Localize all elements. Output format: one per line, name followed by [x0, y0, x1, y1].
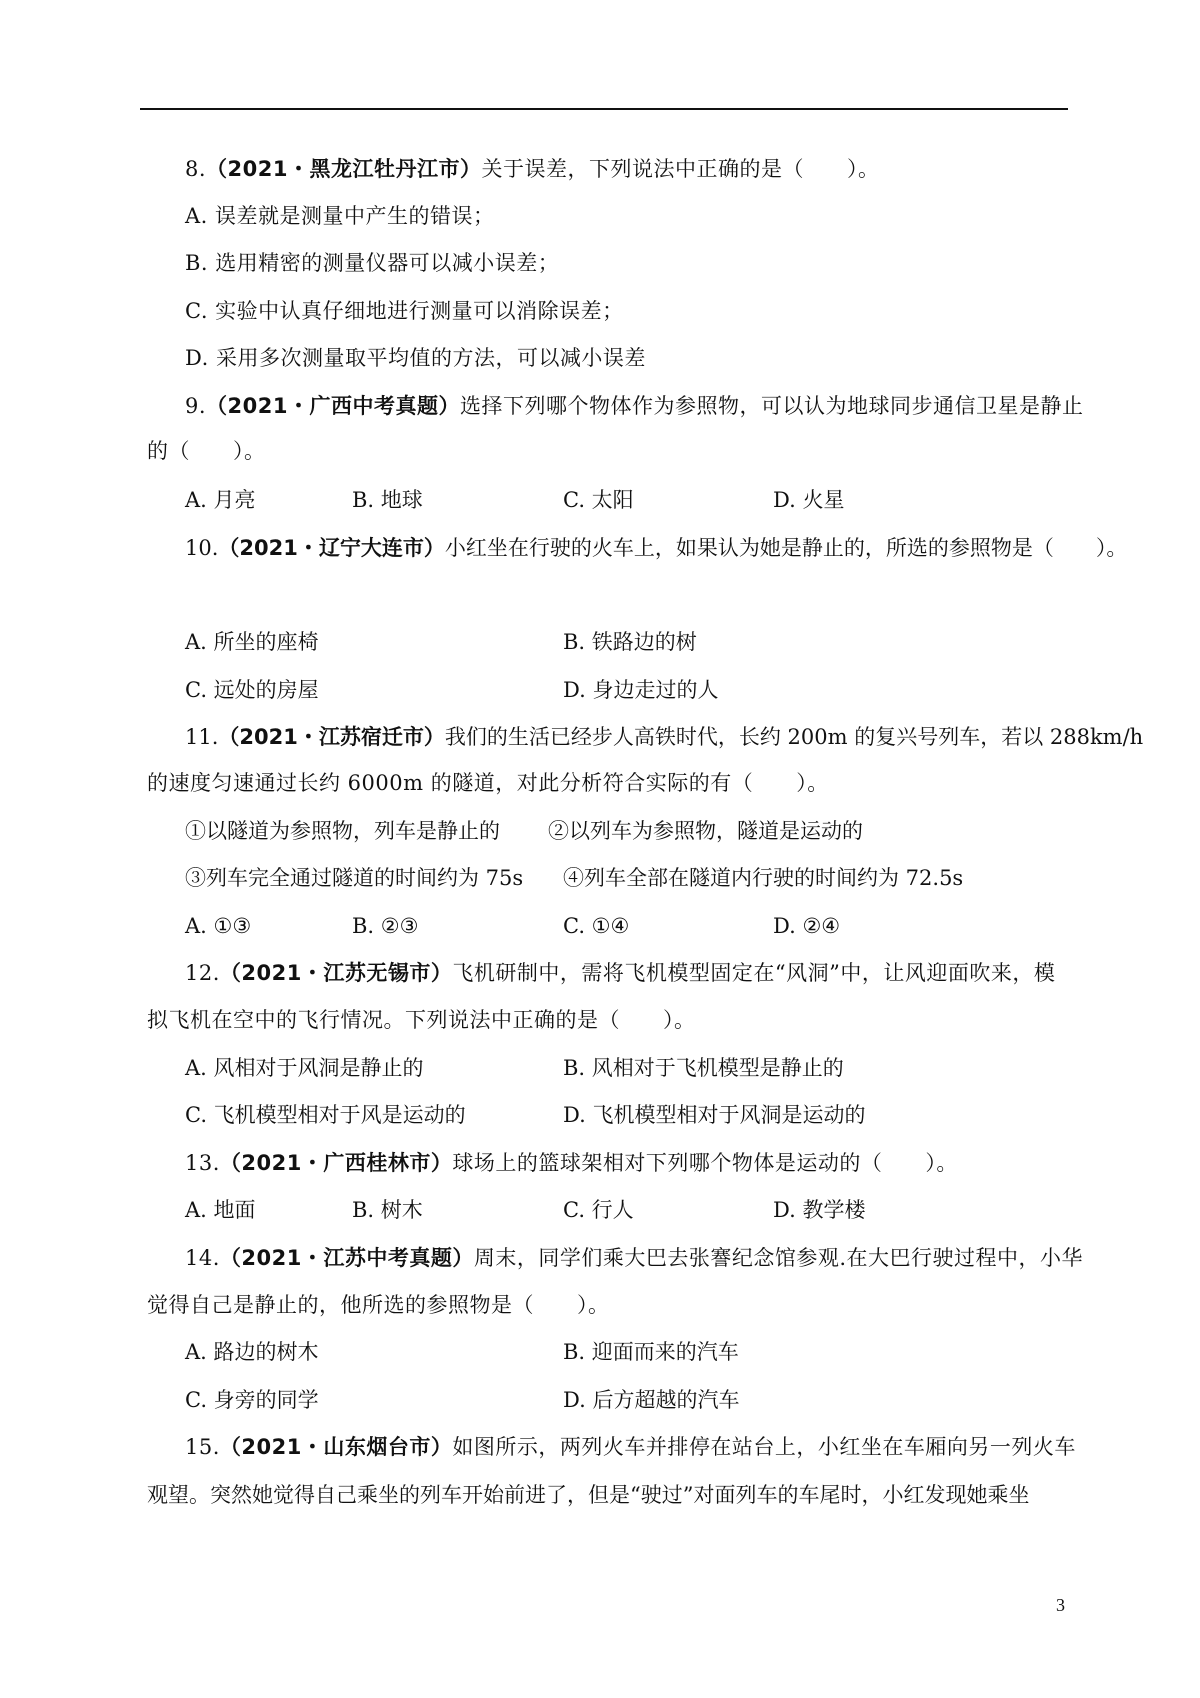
option-11a: A. ①③	[185, 914, 252, 938]
question-8-stem: 8.（2021・黑龙江牡丹江市）关于误差，下列说法中正确的是（ ）。	[185, 157, 880, 181]
question-14-stem: 14.（2021・江苏中考真题）周末，同学们乘大巴去张謇纪念馆参观.在大巴行驶过程中，小华	[185, 1246, 1084, 1270]
option-11c: C. ①④	[563, 914, 630, 938]
question-14-stem-cont: 觉得自己是静止的，他所选的参照物是（ ）。	[147, 1293, 610, 1317]
statement-11-4: ④列车全部在隧道内行驶的时间约为 72.5s	[563, 866, 964, 890]
question-11-stem-cont: 的速度匀速通过长约 6000m 的隧道，对此分析符合实际的有（ ）。	[147, 771, 829, 795]
option-9d: D. 火星	[773, 488, 845, 512]
question-15-stem-cont: 观望。突然她觉得自己乘坐的列车开始前进了，但是“驶过”对面列车的车尾时，小红发现她乘坐	[147, 1483, 1030, 1507]
option-11b: B. ②③	[352, 914, 419, 938]
option-14d: D. 后方超越的汽车	[563, 1388, 740, 1412]
option-9a: A. 月亮	[185, 488, 256, 512]
question-15-stem: 15.（2021・山东烟台市）如图所示，两列火车并排停在站台上，小红坐在车厢向另一列火车	[185, 1435, 1076, 1459]
option-10b: B. 铁路边的树	[563, 630, 697, 654]
option-14c: C. 身旁的同学	[185, 1388, 319, 1412]
statement-11-3: ③列车完全通过隧道的时间约为 75s	[185, 866, 524, 890]
option-9b: B. 地球	[352, 488, 423, 512]
option-13b: B. 树木	[352, 1198, 423, 1222]
option-10c: C. 远处的房屋	[185, 678, 319, 702]
option-12b: B. 风相对于飞机模型是静止的	[563, 1056, 844, 1080]
question-13-stem: 13.（2021・广西桂林市）球场上的篮球架相对下列哪个物体是运动的（ ）。	[185, 1151, 958, 1175]
option-12d: D. 飞机模型相对于风洞是运动的	[563, 1103, 866, 1127]
option-8b: B. 选用精密的测量仪器可以减小误差；	[185, 251, 560, 275]
statement-11-2: ②以列车为参照物，隧道是运动的	[548, 819, 863, 843]
option-14a: A. 路边的树木	[185, 1340, 319, 1364]
option-14b: B. 迎面而来的汽车	[563, 1340, 739, 1364]
option-11d: D. ②④	[773, 914, 841, 938]
option-10d: D. 身边走过的人	[563, 678, 719, 702]
option-12a: A. 风相对于风洞是静止的	[185, 1056, 424, 1080]
question-9-stem-cont: 的（ ）。	[147, 439, 266, 463]
question-12-stem-cont: 拟飞机在空中的飞行情况。下列说法中正确的是（ ）。	[147, 1008, 696, 1032]
question-9-stem: 9.（2021・广西中考真题）选择下列哪个物体作为参照物，可以认为地球同步通信卫星是静止	[185, 394, 1084, 418]
page-number: 3	[1056, 1595, 1065, 1615]
option-9c: C. 太阳	[563, 488, 634, 512]
option-13a: A. 地面	[185, 1198, 256, 1222]
option-8c: C. 实验中认真仔细地进行测量可以消除误差；	[185, 299, 624, 323]
option-8a: A. 误差就是测量中产生的错误；	[185, 204, 495, 228]
option-8d: D. 采用多次测量取平均值的方法，可以减小误差	[185, 346, 646, 370]
option-13c: C. 行人	[563, 1198, 634, 1222]
question-12-stem: 12.（2021・江苏无锡市）飞机研制中，需将飞机模型固定在“风洞”中，让风迎面吹来，模	[185, 961, 1056, 985]
option-13d: D. 教学楼	[773, 1198, 866, 1222]
question-10-stem: 10.（2021・辽宁大连市）小红坐在行驶的火车上，如果认为她是静止的，所选的参照物是（ ）。	[185, 536, 1128, 560]
option-10a: A. 所坐的座椅	[185, 630, 319, 654]
statement-11-1: ①以隧道为参照物，列车是静止的	[185, 819, 500, 843]
option-12c: C. 飞机模型相对于风是运动的	[185, 1103, 466, 1127]
question-11-stem: 11.（2021・江苏宿迁市）我们的生活已经步人高铁时代，长约 200m 的复兴号列车，若以 288km/h	[185, 725, 1144, 749]
header-rule	[140, 108, 1068, 110]
